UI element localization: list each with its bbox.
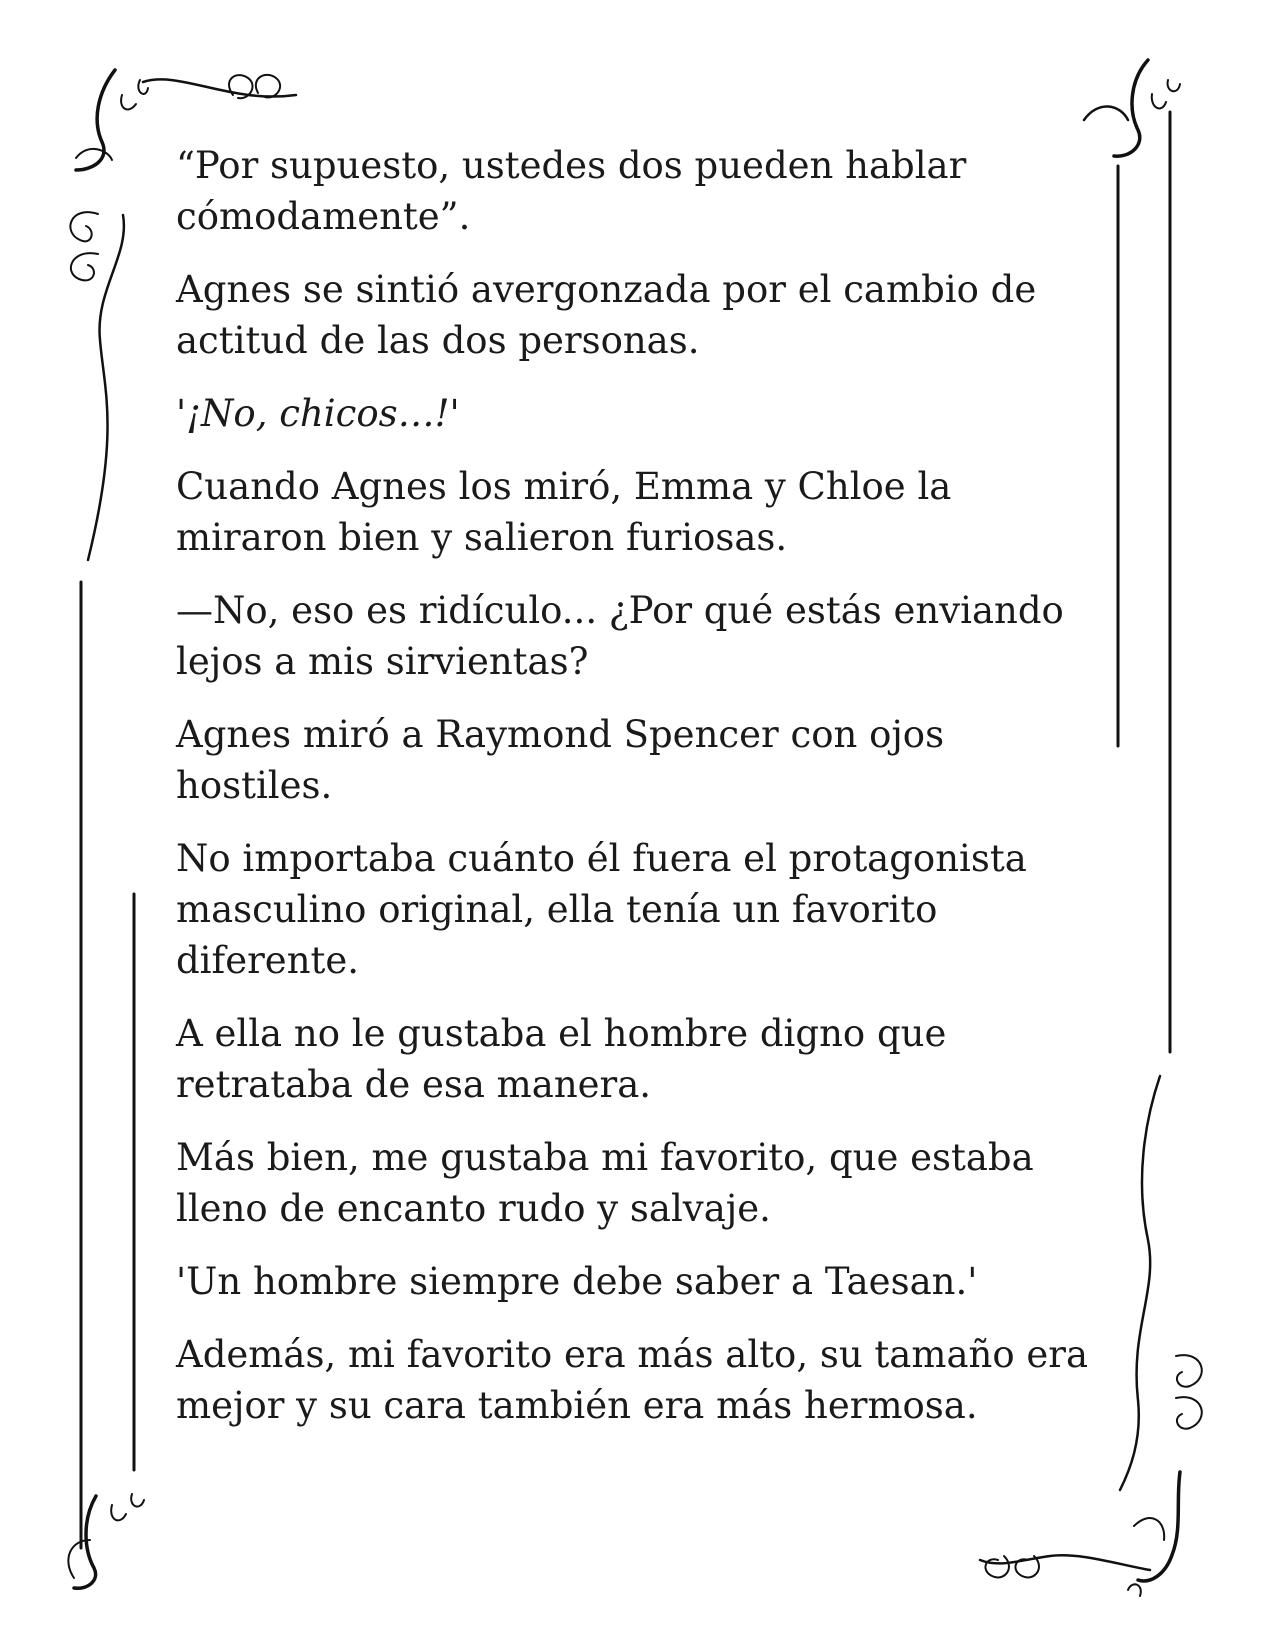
paragraph: Cuando Agnes los miró, Emma y Chloe la miraron bien y salieron furiosas. [176, 465, 952, 559]
italic-thought: '¡No, chicos…!' [176, 392, 460, 435]
paragraph: A ella no le gustaba el hombre digno que retrataba de esa manera. [176, 1012, 947, 1106]
paragraph: Más bien, me gustaba mi favorito, que estaba lleno de encanto rudo y salvaje. [176, 1136, 1034, 1230]
paragraph: Agnes miró a Raymond Spencer con ojos hostiles. [176, 713, 945, 807]
paragraph: No importaba cuánto él fuera el protagonista masculino original, ella tenía un favorito diferente. [176, 837, 1027, 982]
thought-line: 'Un hombre siempre debe saber a Taesan.' [176, 1260, 978, 1303]
paragraph: “Por supuesto, ustedes dos pueden hablar cómodamente”. [176, 144, 967, 238]
paragraph: Agnes se sintió avergonzada por el cambio de actitud de las dos personas. [176, 268, 1037, 362]
dialogue-line: —No, eso es ridículo... ¿Por qué estás enviando lejos a mis sirvientas? [176, 589, 1064, 683]
story-text [176, 140, 1106, 1453]
paragraph: Además, mi favorito era más alto, su tamaño era mejor y su cara también era más hermosa. [176, 1333, 1089, 1427]
